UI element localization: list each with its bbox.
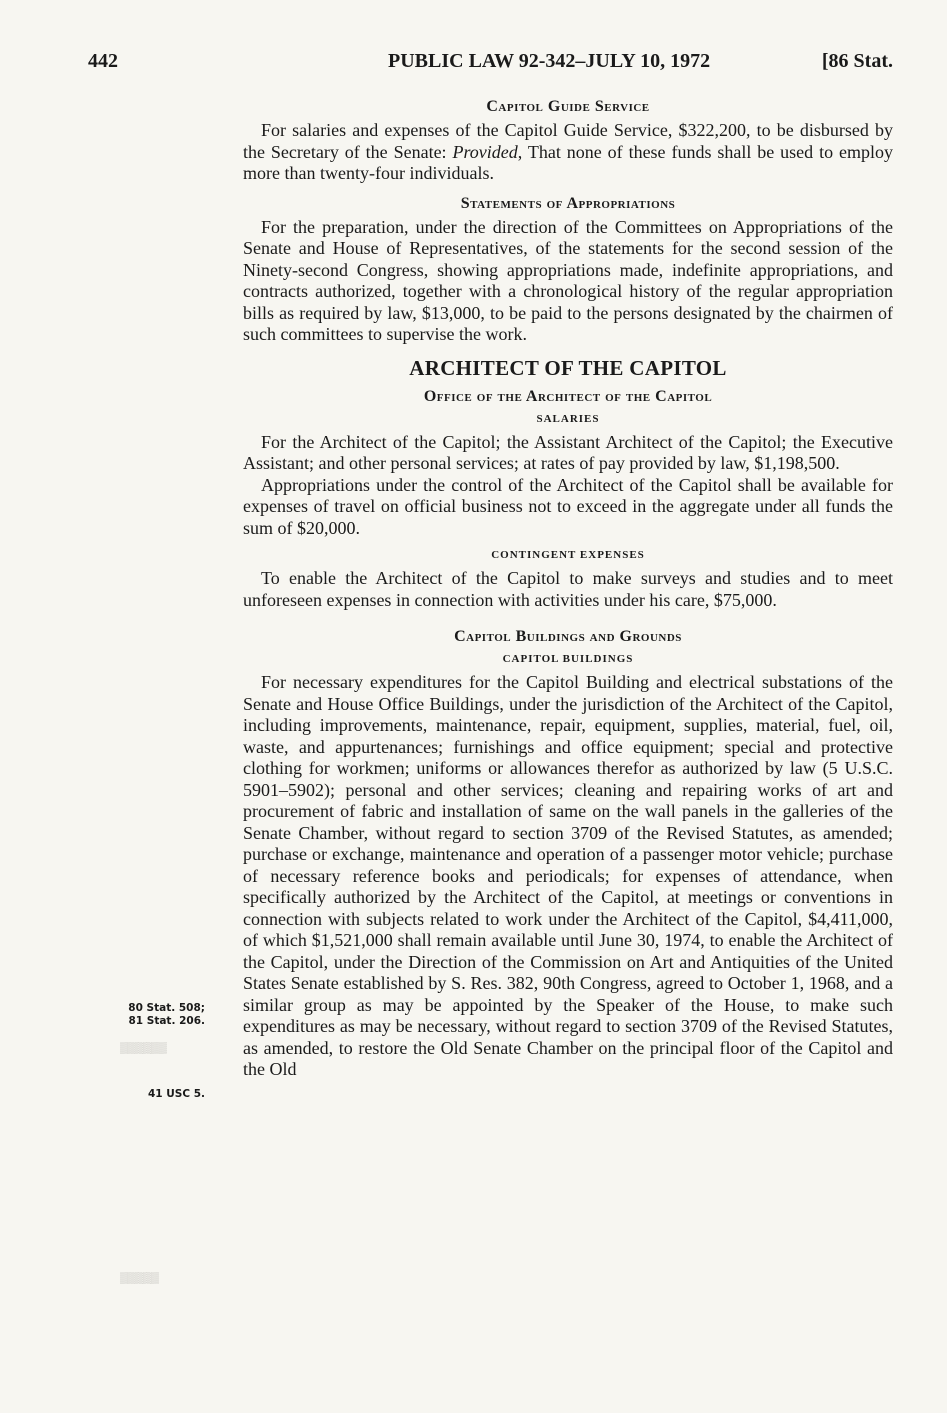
paragraph-travel-expenses: Appropriations under the control of the Architect of the Capitol shall be available for expenses of travel on official business not to exceed in the aggregate under all funds the sum of $20,000. [243,474,893,538]
paragraph-contingent: To enable the Architect of the Capitol to make surveys and studies and to meet unforeseen expenses in connection with activities under his care, $75,000. [243,568,893,610]
heading-capitol-buildings-and-grounds: Capitol Buildings and Grounds [454,628,682,645]
heading-office-of-the-architect: Office of the Architect of the Capitol [423,387,713,405]
running-title: PUBLIC LAW 92-342–JULY 10, 1972 [388,50,711,72]
bleed-through-mark: ▒▒▒▒▒▒ [120,1042,167,1054]
paragraph-capitol-buildings: For necessary expenditures for the Capitol Building and electrical substations of the Senate and House Office Buildings, under the jurisdiction of the Architect of the Capitol, including improvements, maintenance, repair, equipment, supplies, material, fuel, oil, waste, and appurtenances; furnishings and office equipment; special and protective clothing for workmen; uniforms or allowances therefor as authorized by law (5 U.S.C. 5901–5902); personal and other services; cleaning and repairing works of art and procurement of fabric and installation of same on the wall panels in the galleries of the Senate Chamber, without regard to section 3709 of the Revised Statutes, as amended; purchase or exchange, maintenance and operation of a passenger motor vehicle; purchase of necessary reference books and periodicals; for expenses of attendance, when specifically authorized by the Architect of the Capitol, at meetings or conventions in connection with subjects related to work under the Architect of the Capitol, $4,411,000, of which $1,521,000 shall remain available until June 30, 1974, to enable the Architect of the Capitol, under the Direction of the Commission on Art and Antiquities of the United States Senate established by S. Res. 382, 90th Congress, agreed to October 1, 1968, and a similar group as may be appointed by the Speaker of the House, to make such expenditures as may be necessary, without regard to section 3709 of the Revised Statutes, as amended, to restore the Old Senate Chamber on the principal floor of the Capitol and the Old [243,672,893,1079]
main-text [243,98,893,1081]
heading-salaries: SALARIES [536,412,600,425]
bleed-through-mark: ▒▒▒▒▒ [120,1272,159,1284]
page-number: 442 [88,50,118,72]
paragraph-salaries: For the Architect of the Capitol; the Assistant Architect of the Capitol; the Executive Assistant; and other personal services; at rates of pay provided by law, $1,198,500. [243,431,893,473]
paragraph-statements: For the preparation, under the direction of the Committees on Appropriations of the Senate and House of Representatives, of the statements for the second session of the Ninety-second Congress, showing appropriations made, indefinite appropriations, and contracts authorized, together with a chronological history of the regular appropriation bills as required by law, $13,000, to be paid to the persons designated by the chairmen of such committees to supervise the work. [243,216,893,344]
margin-citation-usc: 41 USC 5. [147,1088,205,1100]
margin-citation-stat: 80 Stat. 508; 81 Stat. 206. [128,1002,205,1027]
heading-statements-of-appropriations: Statements of Appropriations [460,194,676,212]
statute-volume: [86 Stat. [821,50,893,72]
paragraph-guide-service: For salaries and expenses of the Capitol Guide Service, $322,200, to be disbursed by the Secretary of the Senate: Provided, That none of these funds shall be used to employ more than twenty-four individuals. [243,120,893,183]
page-header [88,50,893,84]
heading-capitol-guide-service: Capitol Guide Service [486,98,650,115]
heading-contingent-expenses: CONTINGENT EXPENSES [491,549,645,561]
heading-architect-of-the-capitol: ARCHITECT OF THE CAPITOL [409,355,727,380]
heading-capitol-buildings: CAPITOL BUILDINGS [502,653,634,665]
